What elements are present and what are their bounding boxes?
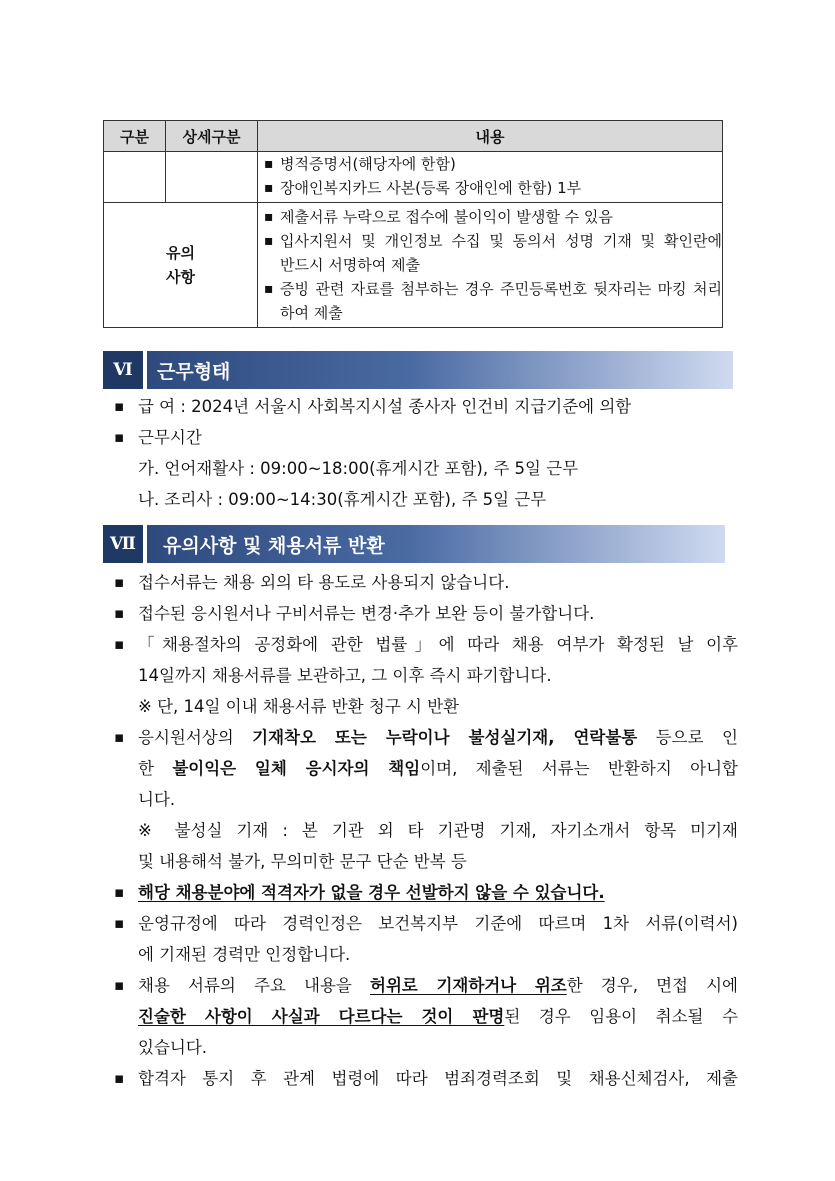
table-cell-content — [258, 203, 723, 328]
section-6-body — [110, 391, 738, 515]
list-item: ▪ 입사지원서 및 개인정보 수집 및 동의서 성명 기재 및 확인란에 — [258, 229, 722, 253]
emphasis-text: 해당 채용분야에 적격자가 없을 경우 선발하지 않을 수 있습니다. — [138, 883, 605, 902]
section-title: 유의사항 및 채용서류 반환 — [147, 525, 725, 563]
note-label-line: 사항 — [166, 268, 195, 286]
table-row — [104, 203, 723, 328]
hours-item: 가. 언어재활사 : 09:00~18:00(휴게시간 포함), 주 5일 근무 — [138, 459, 579, 478]
list-item: ▪ 병적증명서(해당자에 한함) — [258, 152, 722, 176]
text-span: 이며, 제출된 서류는 반환하지 아니합 — [420, 759, 738, 778]
bullet-hours: ▪ 근무시간 — [110, 422, 738, 453]
emphasis-text: 불이익은 일체 응시자의 책임 — [172, 759, 421, 778]
note-line: ※ 단, 14일 이내 채용서류 반환 청구 시 반환 — [138, 697, 460, 716]
bullet-pay: ▪ 급 여 : 2024년 서울시 사회복지시설 종사자 인건비 지급기준에 의함 — [110, 391, 738, 422]
text-span: 등으로 인 — [637, 728, 739, 747]
hours-item: 나. 조리사 : 09:00~14:30(휴게시간 포함), 주 5일 근무 — [138, 490, 547, 509]
note-line: 및 내용해석 불가, 무의미한 문구 단순 반복 등 — [138, 852, 467, 871]
bullet-item: ▪ 접수된 응시원서나 구비서류는 변경·추가 보완 등이 불가합니다. — [110, 598, 738, 629]
table-header-cell: 상세구분 — [166, 121, 258, 152]
table-header-cell: 구분 — [104, 121, 166, 152]
list-item: ▪ 제출서류 누락으로 접수에 불이익이 발생할 수 있음 — [258, 205, 722, 229]
text-span: 한 경우, 면접 시에 — [566, 976, 738, 995]
table-cell-empty — [166, 152, 258, 203]
section-7-body — [110, 567, 738, 1094]
list-item-continuation: 하여 제출 — [280, 304, 343, 322]
bullet-item: ▪ 접수서류는 채용 외의 타 용도로 사용되지 않습니다. — [110, 567, 738, 598]
emphasis-text: 진술한 사항이 사실과 다르다는 것이 판명 — [138, 1007, 505, 1026]
table-cell-empty — [104, 152, 166, 203]
note-label-cell — [104, 203, 258, 328]
list-item: ▪ 증빙 관련 자료를 첨부하는 경우 주민등록번호 뒷자리는 마킹 처리 — [258, 277, 722, 301]
text-span: 한 — [138, 759, 173, 778]
bullet-item: ▪ 「채용절차의 공정화에 관한 법률」에 따라 채용 여부가 확정된 날 이후 — [110, 629, 738, 660]
note-label-line: 유의 — [166, 244, 195, 262]
bullet-continuation: 있습니다. — [138, 1038, 208, 1057]
document-table — [103, 120, 723, 328]
bullet-continuation — [110, 753, 738, 784]
section-header-7 — [103, 525, 725, 563]
bullet-item: ▪ 합격자 통지 후 관계 법령에 따라 범죄경력조회 및 채용신체검사, 제출 — [110, 1063, 738, 1094]
section-title: 근무형태 — [147, 351, 733, 389]
emphasis-text: 기재착오 또는 누락이나 불성실기재, 연락불통 — [252, 728, 638, 747]
bullet-continuation: 니다. — [138, 790, 176, 809]
list-item: ▪ 장애인복지카드 사본(등록 장애인에 한함) 1부 — [258, 176, 722, 200]
note-line: ※ 불성실 기재 : 본 기관 외 타 기관명 기재, 자기소개서 항목 미기재 — [138, 821, 738, 840]
section-number: Ⅵ — [103, 351, 143, 389]
bullet-item — [110, 970, 738, 1001]
text-span: 된 경우 임용이 취소될 수 — [504, 1007, 739, 1026]
table-cell-content — [258, 152, 723, 203]
bullet-item — [110, 877, 738, 908]
list-item-continuation: 반드시 서명하여 제출 — [280, 256, 420, 274]
table-row — [104, 152, 723, 203]
emphasis-text: 허위로 기재하거나 위조 — [370, 976, 567, 995]
bullet-item: ▪ 운영규정에 따라 경력인정은 보건복지부 기준에 따르며 1차 서류(이력서) — [110, 908, 738, 939]
section-number: Ⅶ — [103, 525, 143, 563]
bullet-continuation: 에 기재된 경력만 인정합니다. — [138, 945, 351, 964]
section-header-6 — [103, 351, 733, 389]
text-span: 채용 서류의 주요 내용을 — [138, 976, 371, 995]
bullet-item — [110, 722, 738, 753]
bullet-continuation: 14일까지 채용서류를 보관하고, 그 이후 즉시 파기합니다. — [138, 666, 552, 685]
text-span: 응시원서상의 — [138, 728, 253, 747]
table-header-row — [104, 121, 723, 152]
table-header-cell: 내용 — [258, 121, 723, 152]
note-label — [104, 241, 257, 289]
bullet-continuation — [110, 1001, 738, 1032]
